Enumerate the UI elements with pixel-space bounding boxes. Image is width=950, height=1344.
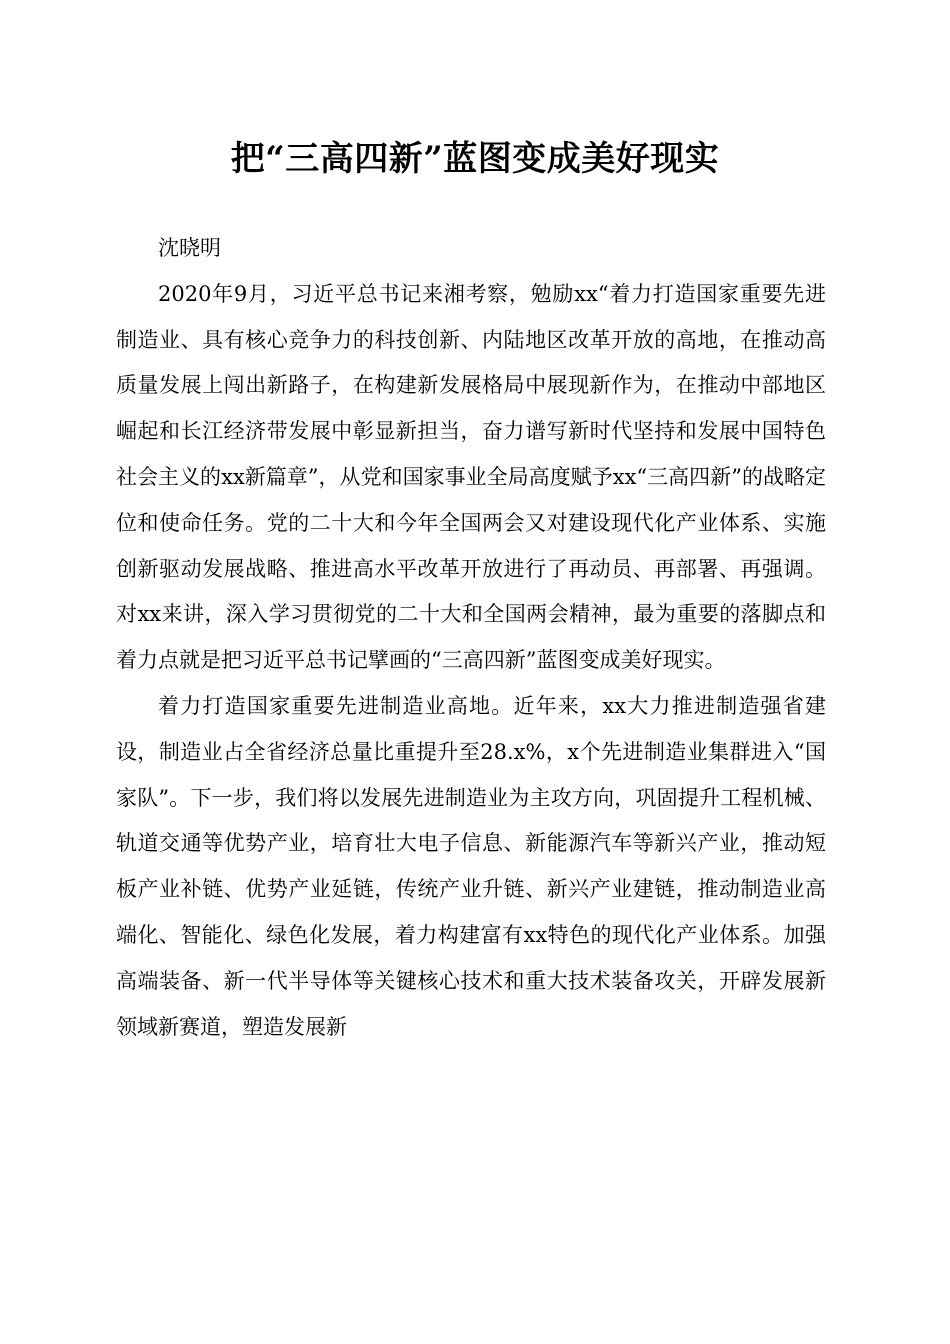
document-body xyxy=(116,226,826,1050)
document-title: 把“三高四新”蓝图变成美好现实 xyxy=(230,139,720,179)
author-name: 沈晓明 xyxy=(158,236,221,260)
paragraph-1: 2020年9月，习近平总书记来湘考察，勉励xx“着力打造国家重要先进制造业、具有核心竞争力的科技创新、内陆地区改革开放的高地，在推动高质量发展上闯出新路子，在构建新发展格局中展现新作为，在推动中部地区崛起和长江经济带发展中彰显新担当，奋力谱写新时代坚持和发展中国特色社会主义的xx新篇章”，从党和国家事业全局高度赋予xx“三高四新”的战略定位和使命任务。党的二十大和今年全国两会又对建设现代化产业体系、实施创新驱动发展战略、推进高水平改革开放进行了再动员、再部署、再强调。对xx来讲，深入学习贯彻党的二十大和全国两会精神，最为重要的落脚点和着力点就是把习近平总书记擘画的“三高四新”蓝图变成美好现实。 xyxy=(116,281,826,673)
paragraph-2: 着力打造国家重要先进制造业高地。近年来，xx大力推进制造强省建设，制造业占全省经济总量比重提升至28.x%，x个先进制造业集群进入“国家队”。下一步，我们将以发展先进制造业为主攻方向，巩固提升工程机械、轨道交通等优势产业，培育壮大电子信息、新能源汽车等新兴产业，推动短板产业补链、优势产业延链，传统产业升链、新兴产业建链，推动制造业高端化、智能化、绿色化发展，着力构建富有xx特色的现代化产业体系。加强高端装备、新一代半导体等关键核心技术和重大技术装备攻关，开辟发展新领域新赛道，塑造发展新 xyxy=(116,693,826,1039)
